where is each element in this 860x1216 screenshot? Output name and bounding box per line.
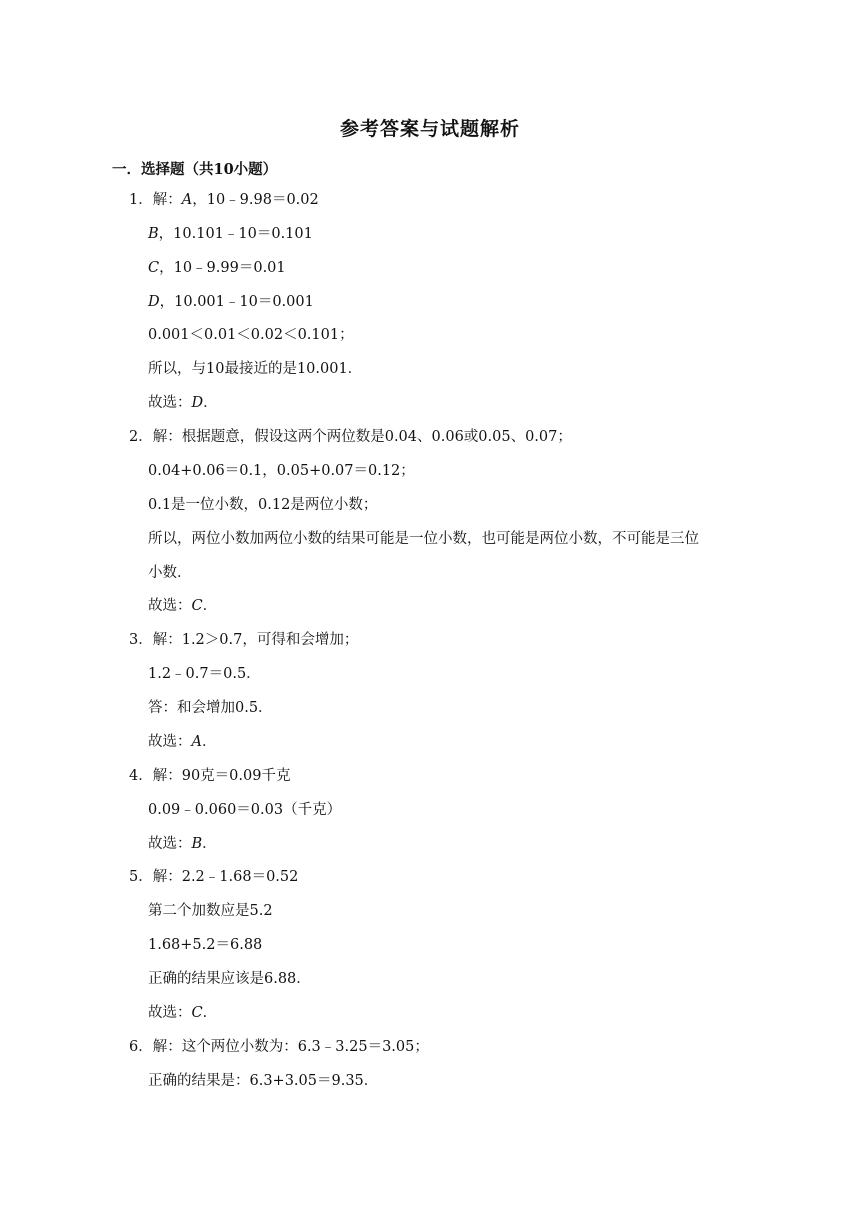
solution-line: 所以，与10最接近的是10.001．	[148, 361, 363, 377]
solution-line: 第二个加数应是5.2	[148, 903, 273, 919]
solution-line: 小数．	[148, 565, 192, 581]
solution-line: 正确的结果应该是6.88．	[148, 971, 311, 987]
solution-line: 故选：C．	[148, 1005, 218, 1021]
question-answer-line: 5．解：2.2﹣1.68＝0.52	[129, 869, 299, 885]
solution-line: 0.001＜0.01＜0.02＜0.101；	[148, 327, 354, 343]
question-answer-line: 6．解：这个两位小数为：6.3﹣3.25＝3.05；	[129, 1039, 429, 1055]
solution-line: 故选：A．	[148, 734, 217, 750]
question-answer-line: 4．解：90克＝0.09千克	[129, 768, 291, 784]
solution-line: 故选：C．	[148, 598, 218, 614]
solution-line: 1.68+5.2＝6.88	[148, 937, 263, 953]
question-answer-line: 3．解：1.2＞0.7，可得和会增加；	[129, 632, 359, 648]
question-answer-line: 2．解：根据题意，假设这两个两位数是0.04、0.06或0.05、0.07；	[129, 429, 572, 445]
solution-line: 所以，两位小数加两位小数的结果可能是一位小数，也可能是两位小数，不可能是三位	[148, 531, 699, 547]
solution-line: 1.2﹣0.7＝0.5．	[148, 666, 261, 682]
solution-line: 故选：B．	[148, 836, 217, 852]
solution-line: C，10﹣9.99＝0.01	[148, 260, 286, 276]
question-answer-line: 1．解：A，10﹣9.98＝0.02	[129, 192, 319, 208]
page-title: 参考答案与试题解析	[339, 118, 520, 140]
solution-line: 答：和会增加0.5．	[148, 700, 273, 716]
solution-line: 故选：D．	[148, 395, 218, 411]
solution-line: 0.1是一位小数，0.12是两位小数；	[148, 497, 378, 513]
solution-line: D，10.001﹣10＝0.001	[148, 294, 314, 310]
solution-line: 正确的结果是：6.3+3.05＝9.35．	[148, 1073, 379, 1089]
section-heading: 一．选择题（共10小题）	[112, 161, 278, 178]
solution-line: 0.04+0.06＝0.1，0.05+0.07＝0.12；	[148, 463, 415, 479]
solution-line: B，10.101﹣10＝0.101	[148, 226, 313, 242]
solution-line: 0.09﹣0.060＝0.03（千克）	[148, 802, 342, 818]
